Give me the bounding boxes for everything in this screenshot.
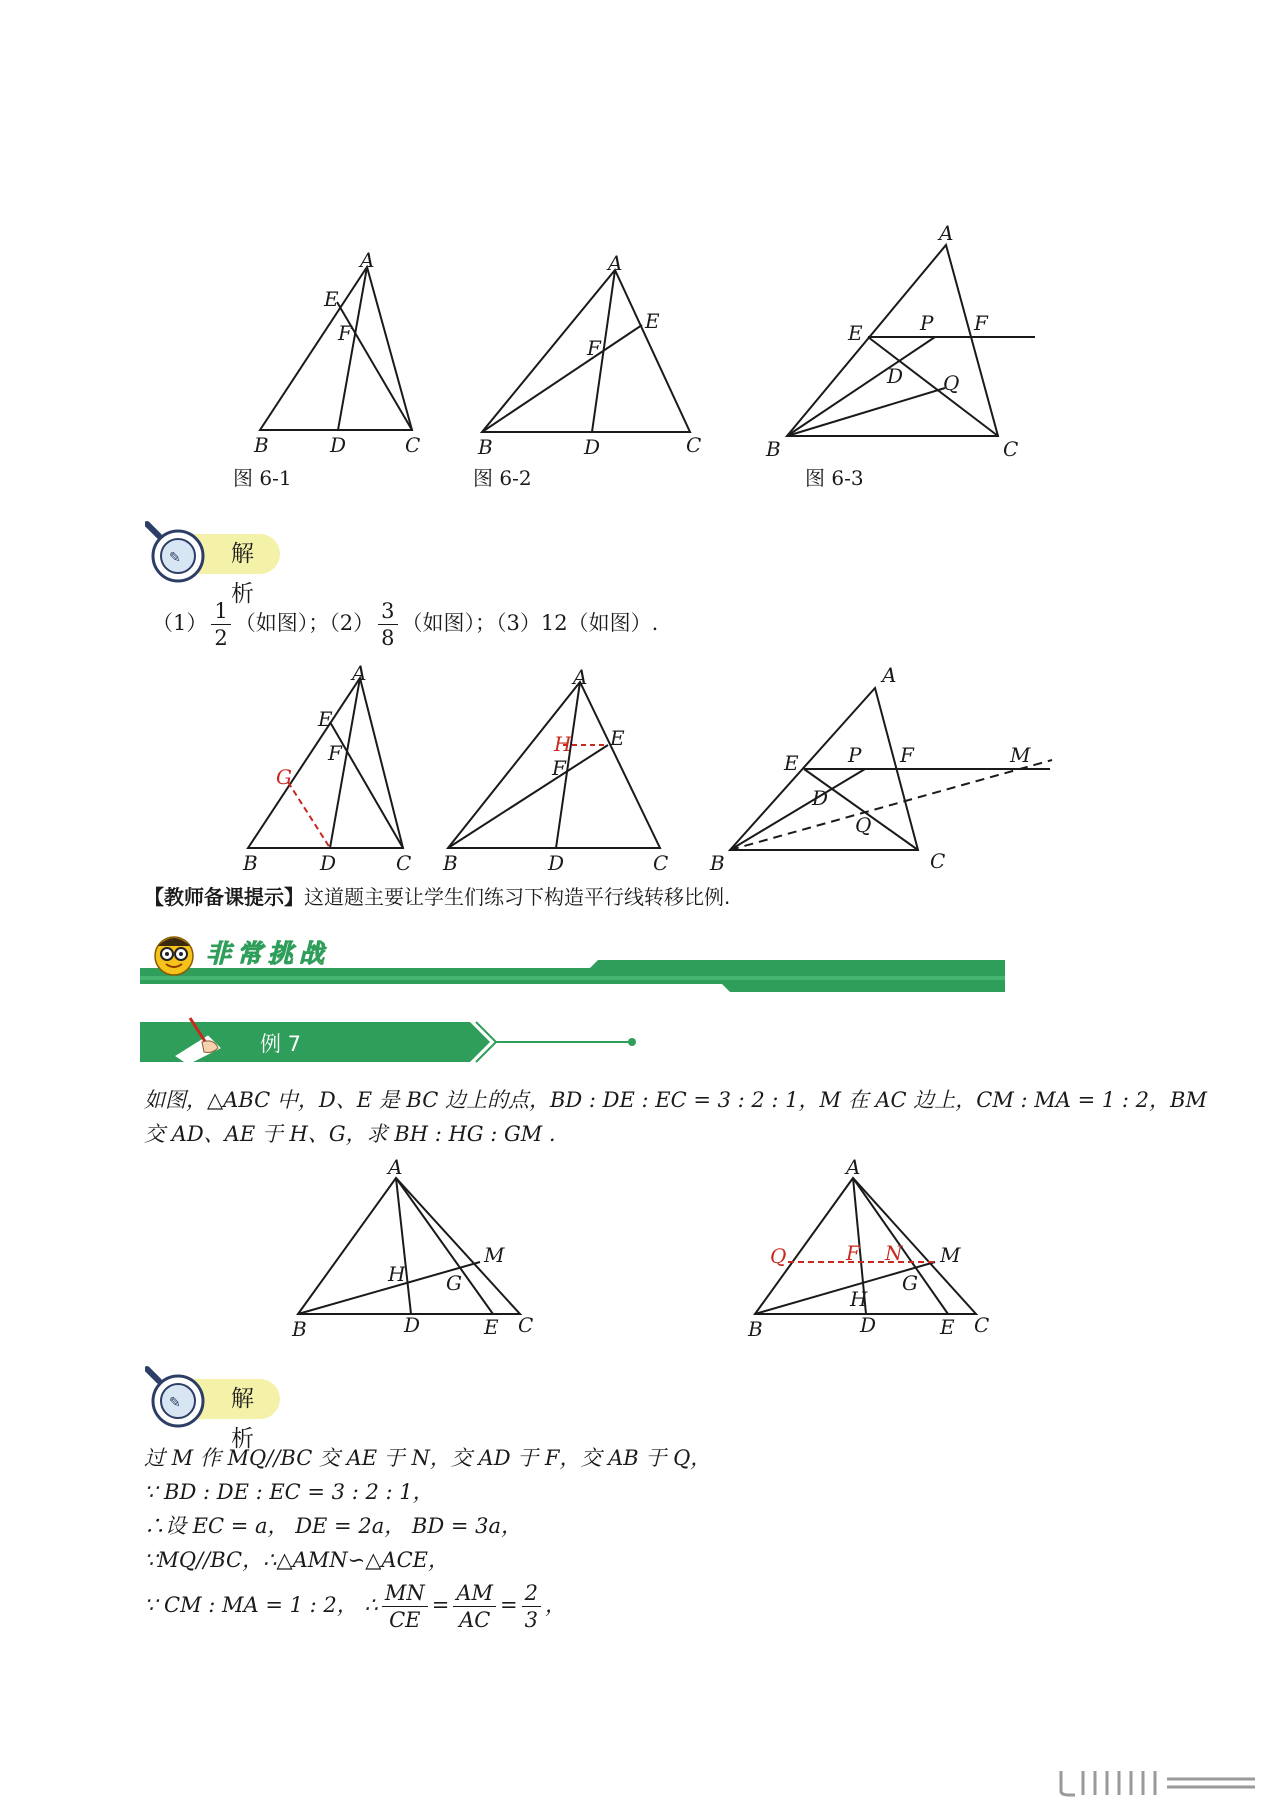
mid-fig3-dashed — [730, 760, 1052, 850]
analysis-title-2: 解析 — [173, 1379, 280, 1419]
fig3-label-C: C — [1003, 437, 1019, 461]
analysis2-line-3: ∴设 EC = a， DE = 2a， BD = 3a， — [144, 1514, 522, 1538]
fig2-label-F: F — [587, 336, 601, 360]
ex-right-label-M: M — [940, 1243, 961, 1267]
magnifier-icon — [145, 1365, 215, 1435]
mid-fig3-label-C: C — [930, 849, 946, 873]
fig2-label-B: B — [478, 435, 493, 459]
analysis2-last-suffix: ， — [545, 1593, 566, 1617]
ex-right-label-E: E — [940, 1315, 955, 1339]
challenge-title: 非常挑战 — [206, 939, 331, 968]
fig1-label-C: C — [405, 433, 421, 457]
example-line-1: 如图，△ABC 中，D、E 是 BC 边上的点，BD : DE : EC = 3 : 2 : 1，M 在 AC 边上，CM : MA = 1 : 2，BM — [144, 1088, 1207, 1112]
ex-right-label-D: D — [860, 1313, 877, 1337]
ratio-am-ac-den: AC — [459, 1608, 491, 1632]
fig2-label-C: C — [686, 433, 702, 457]
ex-right-label-Q: Q — [770, 1244, 787, 1268]
analysis2-line-5 — [144, 1580, 566, 1633]
mid-fig1-label-A: A — [352, 661, 367, 685]
ex-left-label-G: G — [446, 1271, 462, 1295]
fig3-label-D: D — [887, 364, 904, 388]
mid-fig1-label-F: F — [328, 741, 342, 765]
fig3-label-Q: Q — [943, 371, 960, 395]
ex-left-label-M: M — [484, 1243, 505, 1267]
svg-text:✎: ✎ — [169, 550, 181, 566]
mid-fig3-label-P: P — [848, 743, 862, 767]
fig1-label-D: D — [330, 433, 347, 457]
mid-fig3-label-M: M — [1010, 743, 1031, 767]
ratio-two-thirds-den: 3 — [524, 1608, 538, 1632]
answer-line — [152, 598, 658, 651]
mid-fig1-label-D: D — [320, 851, 337, 875]
challenge-banner — [140, 930, 1005, 992]
fig3-label-B: B — [766, 437, 781, 461]
solution-figures — [0, 660, 1280, 880]
fig1-label-F: F — [338, 321, 352, 345]
ratio-am-ac — [453, 1580, 496, 1633]
ratio-mn-ce-den: CE — [389, 1608, 421, 1632]
mid-fig1-lines — [248, 678, 403, 848]
mid-fig3-lines — [730, 688, 1050, 850]
ex-left-label-D: D — [404, 1313, 421, 1337]
fig2-label-A: A — [608, 251, 623, 275]
fig3-label-E: E — [848, 321, 863, 345]
ex-right-label-B: B — [748, 1317, 763, 1341]
answer-fraction-2-num: 3 — [378, 598, 397, 625]
fig3-label-F: F — [974, 311, 988, 335]
answer-fraction-1-num: 1 — [211, 598, 230, 625]
mid-fig2-label-E: E — [610, 726, 625, 750]
mid-fig1-label-G: G — [276, 765, 292, 789]
analysis2-line-1: 过 M 作 MQ//BC 交 AE 于 N，交 AD 于 F，交 AB 于 Q， — [144, 1446, 712, 1470]
answer-p2-prefix: （2） — [329, 611, 375, 635]
mid-fig1-label-C: C — [396, 851, 412, 875]
teacher-tip — [144, 880, 730, 914]
answer-p3: （3）12（如图）. — [496, 611, 659, 635]
fig3-label-A: A — [939, 221, 954, 245]
analysis-title-1: 解析 — [173, 534, 280, 574]
mid-fig1-label-E: E — [318, 707, 333, 731]
fig1-label-A: A — [360, 248, 375, 272]
ex-right-label-F: F — [846, 1241, 860, 1265]
ex-right-label-N: N — [885, 1241, 903, 1265]
equals-1: = — [431, 1593, 450, 1617]
fig-6-2-lines — [482, 270, 690, 432]
ratio-mn-ce-num: MN — [382, 1580, 428, 1607]
mid-fig1-dashed — [288, 782, 330, 848]
magnifier-icon — [145, 520, 215, 590]
analysis2-line-2: ∵ BD : DE : EC = 3 : 2 : 1， — [144, 1480, 434, 1504]
mid-fig2-label-A: A — [573, 665, 588, 689]
example-figures — [0, 1150, 1280, 1350]
equals-2: = — [500, 1593, 518, 1617]
watermark-logo — [1055, 1765, 1270, 1799]
mid-fig3-label-B: B — [710, 851, 725, 875]
answer-p1-note: （如图）； — [234, 611, 330, 635]
answer-fraction-1-den: 2 — [214, 626, 228, 650]
ratio-mn-ce — [382, 1580, 428, 1633]
mid-fig2-label-C: C — [653, 851, 669, 875]
example-label: 例 7 — [260, 1032, 302, 1056]
example-header — [140, 1020, 640, 1064]
mid-fig3-label-F: F — [900, 743, 914, 767]
ex-left-label-E: E — [484, 1315, 499, 1339]
mid-fig2-label-F: F — [552, 756, 566, 780]
mid-fig3-label-Q: Q — [855, 813, 872, 837]
mid-fig2-label-D: D — [548, 851, 565, 875]
smiley-glasses-icon — [152, 930, 198, 978]
teacher-tip-bracket: 【教师备课提示】 — [144, 885, 304, 909]
ex-right-label-C: C — [974, 1313, 990, 1337]
ratio-two-thirds — [522, 1580, 541, 1633]
fig3-label-P: P — [920, 311, 934, 335]
fig1-caption: 图 6-1 — [233, 466, 292, 490]
ex-left-label-H: H — [388, 1262, 406, 1286]
mid-fig2-label-B: B — [443, 851, 458, 875]
ex-right-label-G: G — [902, 1271, 918, 1295]
fig2-caption: 图 6-2 — [473, 466, 532, 490]
teacher-tip-text: 这道题主要让学生们练习下构造平行线转移比例. — [304, 885, 731, 909]
answer-fraction-1 — [211, 598, 230, 651]
fig1-label-E: E — [324, 287, 339, 311]
pencil-hand-icon — [168, 1012, 228, 1064]
ex-right-label-H: H — [850, 1287, 868, 1311]
ex-left-label-A: A — [388, 1155, 403, 1179]
analysis2-line-4: ∵MQ//BC，∴△AMN∽△ACE， — [144, 1548, 449, 1572]
answer-p1-prefix: （1） — [152, 611, 208, 635]
mid-fig1-label-B: B — [243, 851, 258, 875]
answer-fraction-2-den: 8 — [381, 626, 395, 650]
mid-fig3-label-A: A — [882, 663, 897, 687]
fig2-label-D: D — [584, 435, 601, 459]
svg-text:✎: ✎ — [169, 1395, 181, 1411]
fig2-label-E: E — [645, 309, 660, 333]
figure-6-1 — [0, 0, 1280, 500]
ex-left-label-C: C — [518, 1313, 534, 1337]
ratio-am-ac-num: AM — [453, 1580, 496, 1607]
analysis2-last-prefix: ∵ CM : MA = 1 : 2， ∴ — [144, 1593, 378, 1617]
fig3-caption: 图 6-3 — [805, 466, 864, 490]
ex-left-label-B: B — [292, 1317, 307, 1341]
ratio-two-thirds-num: 2 — [522, 1580, 541, 1607]
answer-fraction-2 — [378, 598, 397, 651]
mid-fig2-label-H: H — [554, 732, 572, 756]
fig1-label-B: B — [254, 433, 269, 457]
answer-p2-note: （如图）； — [401, 611, 496, 635]
mid-fig3-label-D: D — [812, 786, 829, 810]
fig-6-3-lines — [787, 245, 1035, 436]
mid-fig3-label-E: E — [784, 751, 799, 775]
example-line-2: 交 AD、AE 于 H、G，求 BH : HG : GM . — [144, 1122, 556, 1146]
ex-right-label-A: A — [846, 1155, 861, 1179]
